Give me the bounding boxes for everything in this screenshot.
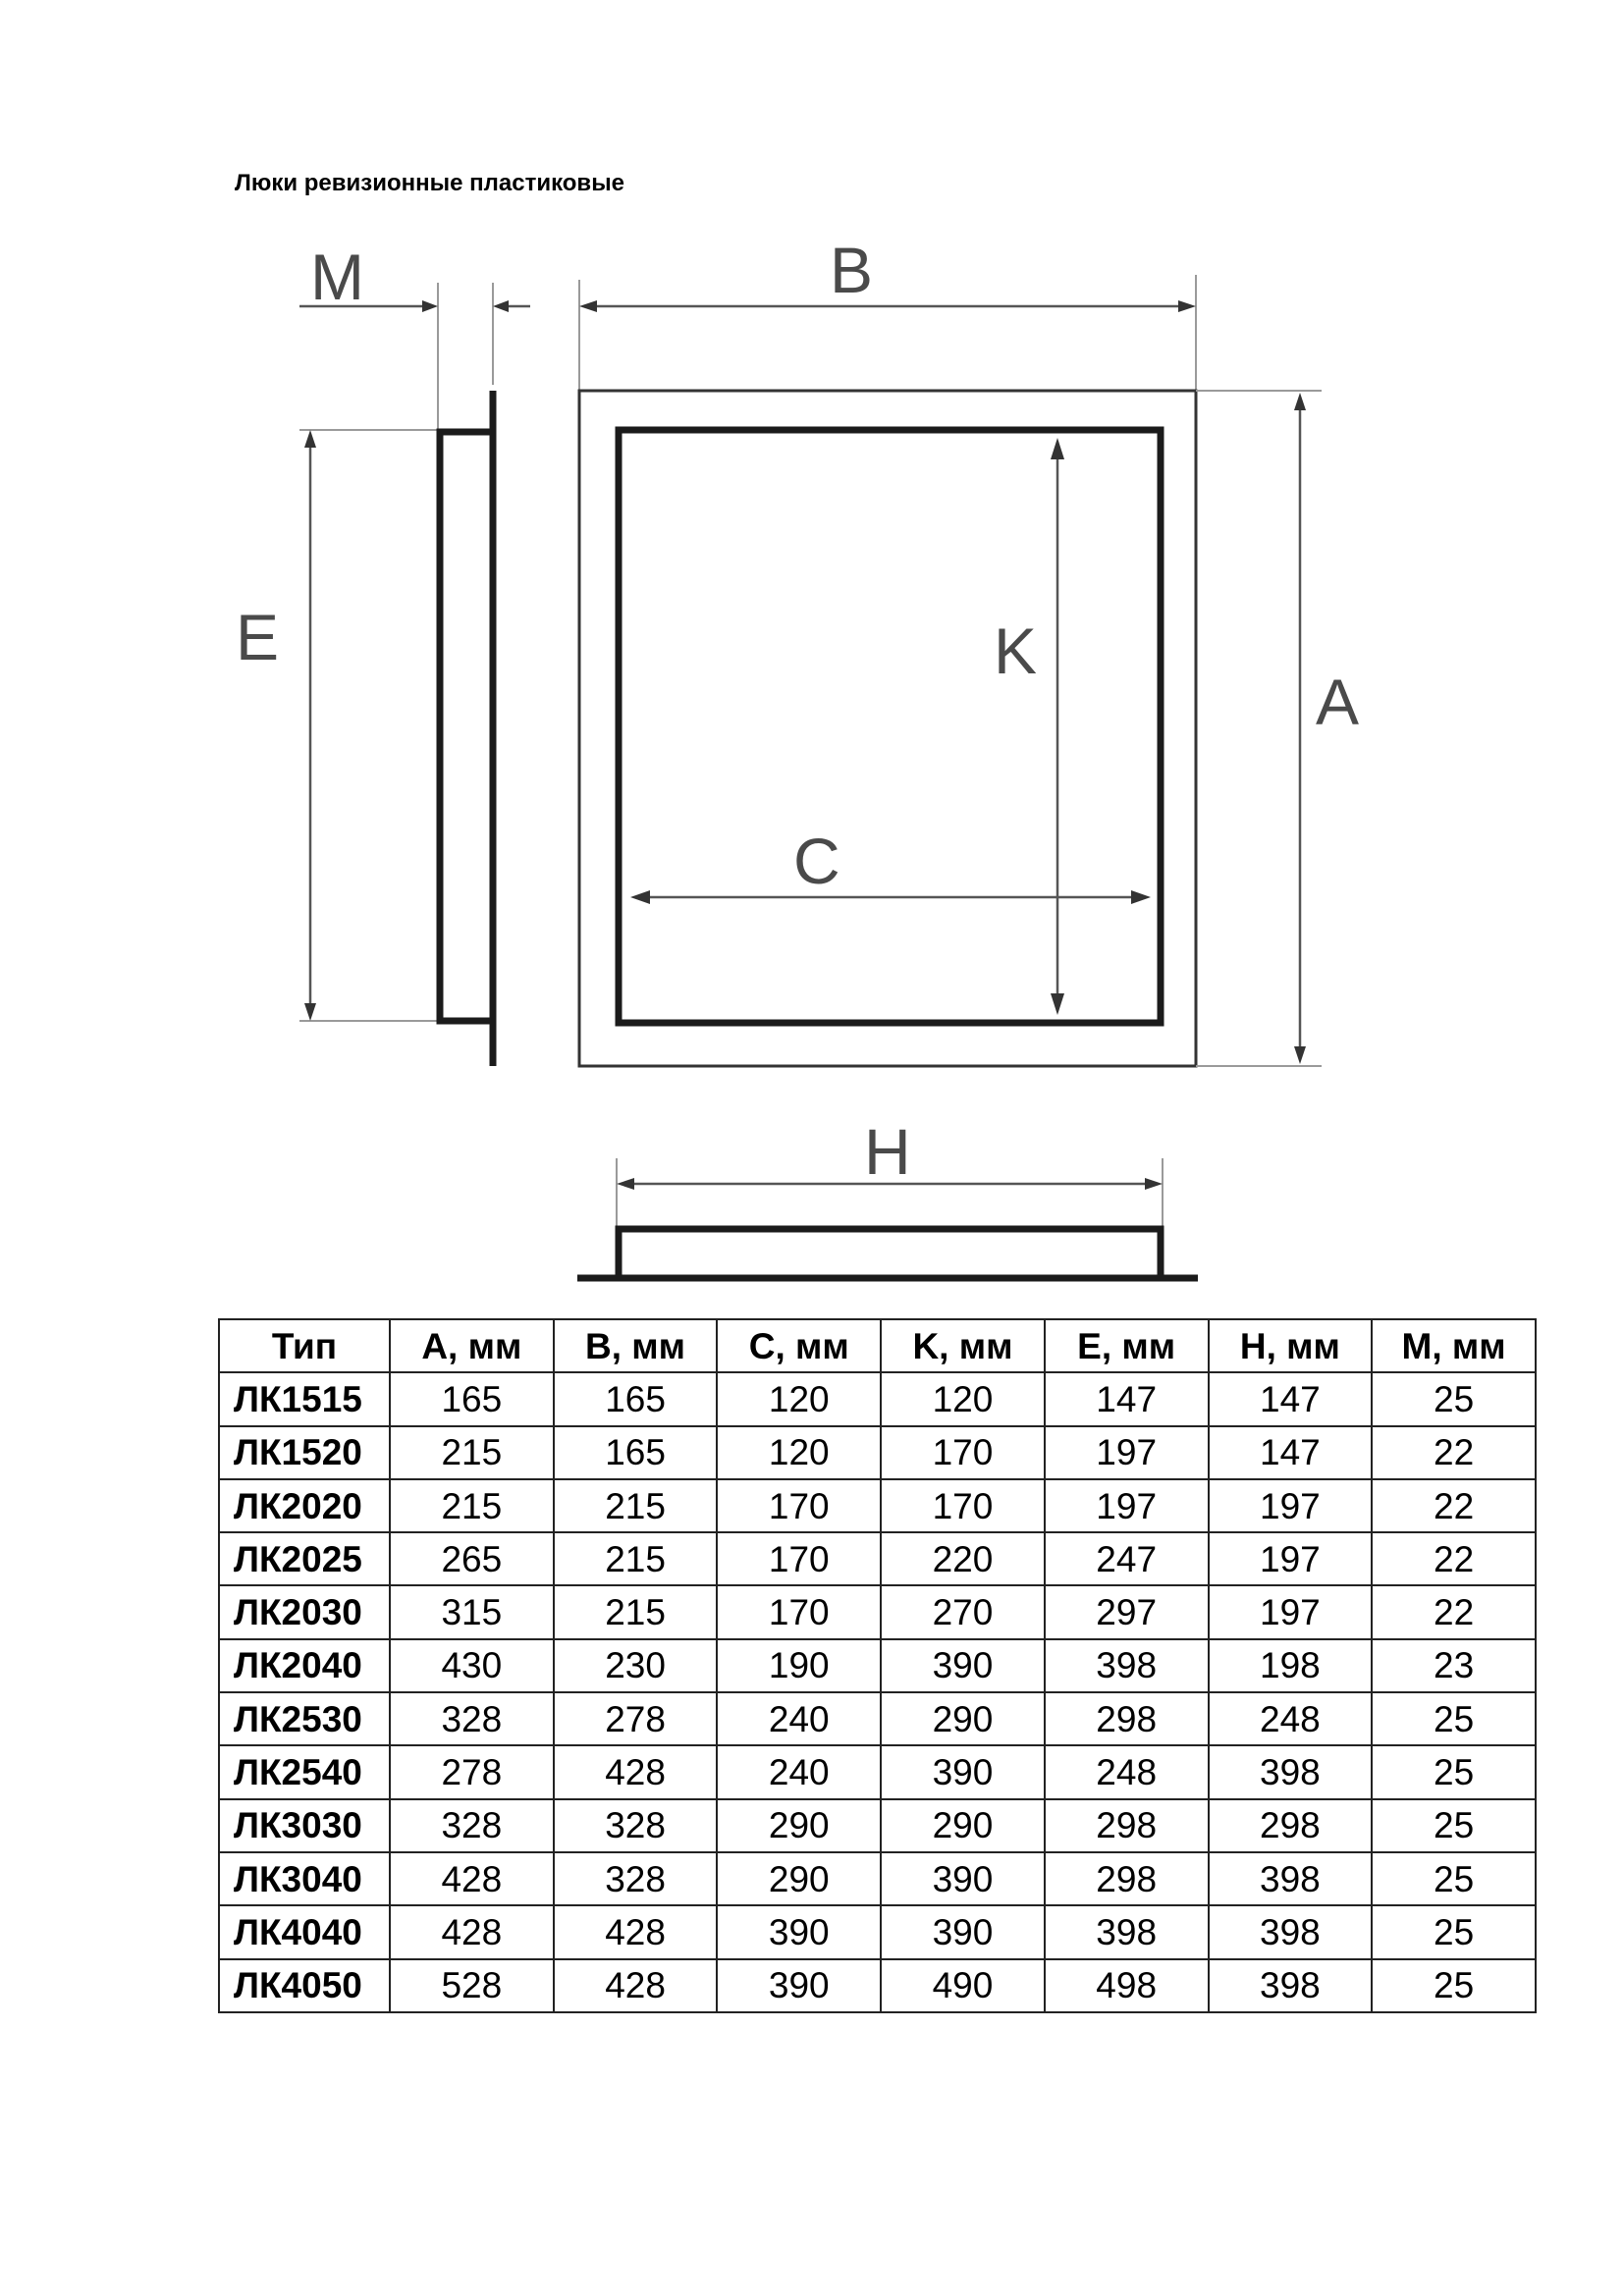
table-cell: 23	[1372, 1639, 1536, 1692]
table-cell: 428	[554, 1745, 718, 1798]
table-cell: 248	[1045, 1745, 1209, 1798]
table-cell: 25	[1372, 1745, 1536, 1798]
page-title: Люки ревизионные пластиковые	[235, 170, 625, 196]
table-cell: 428	[554, 1905, 718, 1958]
table-cell: 25	[1372, 1692, 1536, 1745]
table-cell: 390	[881, 1745, 1045, 1798]
m-arrow-left	[422, 300, 438, 312]
table-cell: 398	[1045, 1639, 1209, 1692]
table-cell: 215	[554, 1585, 718, 1638]
table-cell: 22	[1372, 1426, 1536, 1479]
table-cell: 278	[390, 1745, 554, 1798]
label-m: M	[310, 240, 364, 313]
type-cell: ЛК2020	[219, 1479, 390, 1532]
table-cell: 430	[390, 1639, 554, 1692]
table-cell: 298	[1209, 1799, 1373, 1852]
table-cell: 398	[1209, 1959, 1373, 2012]
table-row	[219, 1532, 1536, 1585]
table-row	[219, 1585, 1536, 1638]
table-header-row	[219, 1319, 1536, 1372]
table-cell: 290	[881, 1692, 1045, 1745]
table-cell: 328	[390, 1692, 554, 1745]
table-cell: 147	[1045, 1372, 1209, 1425]
type-cell: ЛК3030	[219, 1799, 390, 1852]
column-header: H, мм	[1209, 1319, 1373, 1372]
table-cell: 25	[1372, 1372, 1536, 1425]
table-cell: 147	[1209, 1426, 1373, 1479]
table-cell: 428	[554, 1959, 718, 2012]
e-arrow-bottom	[304, 1003, 316, 1021]
table-row	[219, 1372, 1536, 1425]
table-cell: 328	[554, 1852, 718, 1905]
table-row	[219, 1639, 1536, 1692]
label-c: C	[793, 825, 840, 897]
table-cell: 197	[1209, 1585, 1373, 1638]
table-cell: 398	[1209, 1852, 1373, 1905]
type-cell: ЛК1520	[219, 1426, 390, 1479]
table-cell: 165	[390, 1372, 554, 1425]
column-header: E, мм	[1045, 1319, 1209, 1372]
label-b: B	[830, 234, 874, 306]
table-cell: 215	[554, 1532, 718, 1585]
table-cell: 270	[881, 1585, 1045, 1638]
table-cell: 298	[1045, 1799, 1209, 1852]
type-cell: ЛК1515	[219, 1372, 390, 1425]
column-header: B, мм	[554, 1319, 718, 1372]
table-cell: 170	[717, 1479, 881, 1532]
table-cell: 428	[390, 1905, 554, 1958]
table-row	[219, 1905, 1536, 1958]
table-cell: 170	[717, 1585, 881, 1638]
b-arrow-left	[579, 300, 597, 312]
table-cell: 147	[1209, 1372, 1373, 1425]
table-row	[219, 1426, 1536, 1479]
c-arrow-left	[630, 890, 650, 904]
label-h: H	[864, 1115, 911, 1188]
table-row	[219, 1479, 1536, 1532]
side-profile-body	[440, 432, 493, 1021]
table-row	[219, 1959, 1536, 2012]
type-cell: ЛК2540	[219, 1745, 390, 1798]
table-cell: 25	[1372, 1799, 1536, 1852]
table-cell: 490	[881, 1959, 1045, 2012]
table-cell: 170	[881, 1426, 1045, 1479]
table-cell: 315	[390, 1585, 554, 1638]
side-view	[236, 240, 530, 1066]
table-cell: 197	[1045, 1426, 1209, 1479]
table-cell: 297	[1045, 1585, 1209, 1638]
table-cell: 390	[881, 1905, 1045, 1958]
bottom-profile-body	[619, 1229, 1161, 1278]
table-cell: 298	[1045, 1692, 1209, 1745]
table-cell: 398	[1209, 1745, 1373, 1798]
table-cell: 215	[554, 1479, 718, 1532]
label-e: E	[236, 601, 280, 673]
table-cell: 120	[881, 1372, 1045, 1425]
table-cell: 240	[717, 1745, 881, 1798]
k-arrow-bottom	[1051, 993, 1064, 1015]
table-cell: 22	[1372, 1479, 1536, 1532]
type-cell: ЛК2030	[219, 1585, 390, 1638]
table-cell: 190	[717, 1639, 881, 1692]
e-arrow-top	[304, 430, 316, 448]
table-cell: 328	[390, 1799, 554, 1852]
table-cell: 170	[881, 1479, 1045, 1532]
table-cell: 22	[1372, 1585, 1536, 1638]
type-cell: ЛК2040	[219, 1639, 390, 1692]
table-cell: 215	[390, 1426, 554, 1479]
table-cell: 265	[390, 1532, 554, 1585]
table-cell: 390	[881, 1639, 1045, 1692]
a-arrow-bottom	[1294, 1046, 1306, 1064]
table-cell: 290	[717, 1852, 881, 1905]
specification-table	[218, 1318, 1537, 2013]
table-cell: 215	[390, 1479, 554, 1532]
table-cell: 230	[554, 1639, 718, 1692]
table-cell: 290	[717, 1799, 881, 1852]
front-view	[579, 234, 1359, 1066]
type-cell: ЛК3040	[219, 1852, 390, 1905]
table-cell: 198	[1209, 1639, 1373, 1692]
table-cell: 197	[1045, 1479, 1209, 1532]
column-header: C, мм	[717, 1319, 881, 1372]
table-cell: 120	[717, 1426, 881, 1479]
table-cell: 197	[1209, 1532, 1373, 1585]
table-cell: 390	[717, 1959, 881, 2012]
table-cell: 278	[554, 1692, 718, 1745]
table-cell: 240	[717, 1692, 881, 1745]
table-cell: 390	[881, 1852, 1045, 1905]
table-row	[219, 1692, 1536, 1745]
c-arrow-right	[1131, 890, 1151, 904]
type-cell: ЛК4050	[219, 1959, 390, 2012]
table-cell: 120	[717, 1372, 881, 1425]
table-cell: 390	[717, 1905, 881, 1958]
k-arrow-top	[1051, 438, 1064, 459]
table-cell: 25	[1372, 1959, 1536, 2012]
table-row	[219, 1799, 1536, 1852]
table-cell: 25	[1372, 1905, 1536, 1958]
inner-door	[619, 430, 1161, 1023]
outer-frame	[579, 391, 1196, 1066]
table-cell: 398	[1045, 1905, 1209, 1958]
table-cell: 298	[1045, 1852, 1209, 1905]
label-a: A	[1316, 666, 1360, 738]
table-cell: 220	[881, 1532, 1045, 1585]
type-cell: ЛК4040	[219, 1905, 390, 1958]
table-cell: 197	[1209, 1479, 1373, 1532]
table-cell: 247	[1045, 1532, 1209, 1585]
table-row	[219, 1745, 1536, 1798]
column-header: A, мм	[390, 1319, 554, 1372]
table-cell: 328	[554, 1799, 718, 1852]
bottom-view	[577, 1115, 1198, 1278]
type-cell: ЛК2025	[219, 1532, 390, 1585]
table-cell: 398	[1209, 1905, 1373, 1958]
column-header: M, мм	[1372, 1319, 1536, 1372]
table-cell: 528	[390, 1959, 554, 2012]
column-header: Тип	[219, 1319, 390, 1372]
b-arrow-right	[1178, 300, 1196, 312]
table-cell: 498	[1045, 1959, 1209, 2012]
table-cell: 428	[390, 1852, 554, 1905]
column-header: K, мм	[881, 1319, 1045, 1372]
a-arrow-top	[1294, 393, 1306, 410]
table-cell: 165	[554, 1426, 718, 1479]
h-arrow-left	[617, 1178, 634, 1190]
table-cell: 25	[1372, 1852, 1536, 1905]
m-arrow-right	[493, 300, 509, 312]
h-arrow-right	[1145, 1178, 1163, 1190]
table-cell: 22	[1372, 1532, 1536, 1585]
table-row	[219, 1852, 1536, 1905]
table-cell: 290	[881, 1799, 1045, 1852]
table-cell: 170	[717, 1532, 881, 1585]
table-cell: 165	[554, 1372, 718, 1425]
table-cell: 248	[1209, 1692, 1373, 1745]
type-cell: ЛК2530	[219, 1692, 390, 1745]
label-k: K	[994, 614, 1038, 687]
